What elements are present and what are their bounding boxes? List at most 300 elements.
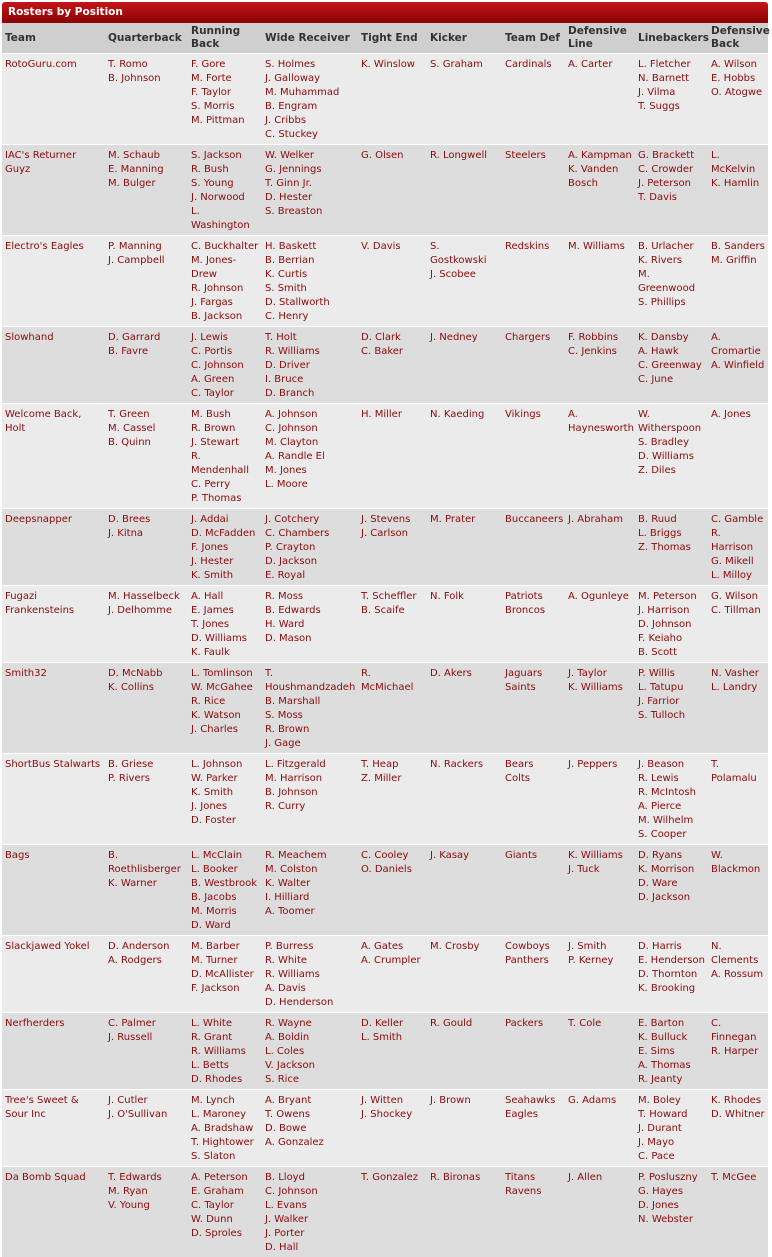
player-link[interactable]: C. Crowder	[638, 163, 705, 177]
player-link[interactable]: D. Rhodes	[191, 1073, 259, 1087]
player-link[interactable]: B. Edwards	[265, 604, 355, 618]
player-link[interactable]: R. Brown	[265, 723, 355, 737]
player-link[interactable]: L. Booker	[191, 863, 259, 877]
player-link[interactable]: C. Stuckey	[265, 128, 355, 142]
player-link[interactable]: C. Henry	[265, 310, 355, 324]
player-link[interactable]: L. Milloy	[711, 569, 765, 583]
player-link[interactable]: S. Graham	[430, 58, 499, 72]
player-link[interactable]: A. Toomer	[265, 905, 355, 919]
player-link[interactable]: C. Chambers	[265, 527, 355, 541]
player-link[interactable]: D. McAllister	[191, 968, 259, 982]
player-link[interactable]: D. Jackson	[638, 891, 705, 905]
player-link[interactable]: J. Beason	[638, 758, 705, 772]
player-link[interactable]: L. Johnson	[191, 758, 259, 772]
player-link[interactable]: Panthers	[505, 954, 562, 968]
player-link[interactable]: C. Portis	[191, 345, 259, 359]
player-link[interactable]: B. Griese	[108, 758, 185, 772]
player-link[interactable]: P. Willis	[638, 667, 705, 681]
player-link[interactable]: Titans	[505, 1171, 562, 1185]
player-link[interactable]: M. Harrison	[265, 772, 355, 786]
player-link[interactable]: A. Boldin	[265, 1031, 355, 1045]
player-link[interactable]: J. Stewart	[191, 436, 259, 450]
player-link[interactable]: K. Winslow	[361, 58, 424, 72]
player-link[interactable]: S. Cooper	[638, 828, 705, 842]
player-link[interactable]: H. Baskett	[265, 240, 355, 254]
player-link[interactable]: J. Addai	[191, 513, 259, 527]
player-link[interactable]: D. Thornton	[638, 968, 705, 982]
player-link[interactable]: O. Atogwe	[711, 86, 765, 100]
player-link[interactable]: J. Campbell	[108, 254, 185, 268]
player-link[interactable]: S. Gostkowski	[430, 240, 499, 268]
player-link[interactable]: L. Betts	[191, 1059, 259, 1073]
player-link[interactable]: L. Tomlinson	[191, 667, 259, 681]
player-link[interactable]: T. Ginn Jr.	[265, 177, 355, 191]
player-link[interactable]: R. Moss	[265, 590, 355, 604]
player-link[interactable]: J. Peterson	[638, 177, 705, 191]
player-link[interactable]: J. Witten	[361, 1094, 424, 1108]
player-link[interactable]: B. Scott	[638, 646, 705, 660]
player-link[interactable]: D. Henderson	[265, 996, 355, 1010]
team-name-link[interactable]: Welcome Back, Holt	[2, 404, 105, 509]
player-link[interactable]: T. Polamalu	[711, 758, 765, 786]
player-link[interactable]: R. Williams	[191, 1045, 259, 1059]
player-link[interactable]: D. Garrard	[108, 331, 185, 345]
player-link[interactable]: R. Jeanty	[638, 1073, 705, 1087]
player-link[interactable]: J. Galloway	[265, 72, 355, 86]
player-link[interactable]: D. Akers	[430, 667, 499, 681]
player-link[interactable]: C. Finnegan	[711, 1017, 765, 1045]
player-link[interactable]: D. Williams	[191, 632, 259, 646]
player-link[interactable]: C. Buckhalter	[191, 240, 259, 254]
player-link[interactable]: K. Vanden Bosch	[568, 163, 632, 191]
player-link[interactable]: M. Morris	[191, 905, 259, 919]
player-link[interactable]: A. Gonzalez	[265, 1136, 355, 1150]
player-link[interactable]: M. Colston	[265, 863, 355, 877]
player-link[interactable]: P. Posluszny	[638, 1171, 705, 1185]
player-link[interactable]: S. Holmes	[265, 58, 355, 72]
player-link[interactable]: D. McNabb	[108, 667, 185, 681]
player-link[interactable]: D. Branch	[265, 387, 355, 401]
player-link[interactable]: N. Webster	[638, 1213, 705, 1227]
player-link[interactable]: J. Brown	[430, 1094, 499, 1108]
player-link[interactable]: C. Tillman	[711, 604, 765, 618]
player-link[interactable]: E. James	[191, 604, 259, 618]
player-link[interactable]: Saints	[505, 681, 562, 695]
player-link[interactable]: J. Gage	[265, 737, 355, 751]
column-header[interactable]: Defensive Back	[708, 23, 768, 54]
player-link[interactable]: L. McClain	[191, 849, 259, 863]
player-link[interactable]: T. McGee	[711, 1171, 765, 1185]
player-link[interactable]: V. Jackson	[265, 1059, 355, 1073]
player-link[interactable]: M. Schaub	[108, 149, 185, 163]
player-link[interactable]: T. Howard	[638, 1108, 705, 1122]
player-link[interactable]: R. Grant	[191, 1031, 259, 1045]
player-link[interactable]: K. Hamlin	[711, 177, 765, 191]
player-link[interactable]: B. Scaife	[361, 604, 424, 618]
player-link[interactable]: R. Bush	[191, 163, 259, 177]
team-name-link[interactable]: Nerfherders	[2, 1013, 105, 1090]
player-link[interactable]: D. Johnson	[638, 618, 705, 632]
player-link[interactable]: J. Cotchery	[265, 513, 355, 527]
player-link[interactable]: G. Brackett	[638, 149, 705, 163]
player-link[interactable]: S. Smith	[265, 282, 355, 296]
player-link[interactable]: K. Smith	[191, 569, 259, 583]
player-link[interactable]: T. Davis	[638, 191, 705, 205]
player-link[interactable]: D. Keller	[361, 1017, 424, 1031]
player-link[interactable]: J. Mayo	[638, 1136, 705, 1150]
player-link[interactable]: D. Anderson	[108, 940, 185, 954]
player-link[interactable]: B. Jacobs	[191, 891, 259, 905]
team-name-link[interactable]: Slowhand	[2, 327, 105, 404]
player-link[interactable]: J. Tuck	[568, 863, 632, 877]
team-name-link[interactable]: Tree's Sweet & Sour Inc	[2, 1090, 105, 1167]
player-link[interactable]: M. Jones	[265, 464, 355, 478]
player-link[interactable]: G. Mikell	[711, 555, 765, 569]
player-link[interactable]: Giants	[505, 849, 562, 863]
player-link[interactable]: Steelers	[505, 149, 562, 163]
player-link[interactable]: J. Hester	[191, 555, 259, 569]
player-link[interactable]: S. Phillips	[638, 296, 705, 310]
player-link[interactable]: M. Lynch	[191, 1094, 259, 1108]
player-link[interactable]: Vikings	[505, 408, 562, 422]
player-link[interactable]: L. Evans	[265, 1199, 355, 1213]
player-link[interactable]: P. Rivers	[108, 772, 185, 786]
player-link[interactable]: B. Urlacher	[638, 240, 705, 254]
player-link[interactable]: A. Carter	[568, 58, 632, 72]
player-link[interactable]: R. McIntosh	[638, 786, 705, 800]
player-link[interactable]: J. Vilma	[638, 86, 705, 100]
player-link[interactable]: C. Baker	[361, 345, 424, 359]
player-link[interactable]: T. Gonzalez	[361, 1171, 424, 1185]
player-link[interactable]: D. Harris	[638, 940, 705, 954]
player-link[interactable]: E. Manning	[108, 163, 185, 177]
team-name-link[interactable]: ShortBus Stalwarts	[2, 754, 105, 845]
player-link[interactable]: N. Folk	[430, 590, 499, 604]
player-link[interactable]: L. Fletcher	[638, 58, 705, 72]
player-link[interactable]: D. Mason	[265, 632, 355, 646]
player-link[interactable]: R. Mendenhall	[191, 450, 259, 478]
player-link[interactable]: D. Whitner	[711, 1108, 765, 1122]
player-link[interactable]: B. Favre	[108, 345, 185, 359]
player-link[interactable]: B. Roethlisberger	[108, 849, 185, 877]
player-link[interactable]: Broncos	[505, 604, 562, 618]
player-link[interactable]: C. Taylor	[191, 1199, 259, 1213]
player-link[interactable]: D. Ward	[191, 919, 259, 933]
player-link[interactable]: K. Walter	[265, 877, 355, 891]
player-link[interactable]: W. Blackmon	[711, 849, 765, 877]
player-link[interactable]: J. Fargas	[191, 296, 259, 310]
column-header[interactable]: Quarterback	[105, 23, 188, 54]
player-link[interactable]: B. Quinn	[108, 436, 185, 450]
player-link[interactable]: M. Muhammad	[265, 86, 355, 100]
player-link[interactable]: H. Ward	[265, 618, 355, 632]
player-link[interactable]: S. Bradley	[638, 436, 705, 450]
player-link[interactable]: F. Keiaho	[638, 632, 705, 646]
player-link[interactable]: A. Cromartie	[711, 331, 765, 359]
team-name-link[interactable]: Bags	[2, 845, 105, 936]
player-link[interactable]: M. Boley	[638, 1094, 705, 1108]
player-link[interactable]: B. Johnson	[108, 72, 185, 86]
player-link[interactable]: K. Williams	[568, 681, 632, 695]
player-link[interactable]: K. Smith	[191, 786, 259, 800]
player-link[interactable]: M. Cassel	[108, 422, 185, 436]
player-link[interactable]: J. Jones	[191, 800, 259, 814]
player-link[interactable]: A. Kampman	[568, 149, 632, 163]
player-link[interactable]: A. Bryant	[265, 1094, 355, 1108]
player-link[interactable]: S. Rice	[265, 1073, 355, 1087]
player-link[interactable]: M. Ryan	[108, 1185, 185, 1199]
player-link[interactable]: J. Taylor	[568, 667, 632, 681]
player-link[interactable]: D. Hall	[265, 1241, 355, 1255]
player-link[interactable]: C. Perry	[191, 478, 259, 492]
player-link[interactable]: A. Winfield	[711, 359, 765, 373]
player-link[interactable]: C. Palmer	[108, 1017, 185, 1031]
player-link[interactable]: M. Crosby	[430, 940, 499, 954]
player-link[interactable]: S. Moss	[265, 709, 355, 723]
player-link[interactable]: K. Dansby	[638, 331, 705, 345]
player-link[interactable]: D. Clark	[361, 331, 424, 345]
player-link[interactable]: P. Kerney	[568, 954, 632, 968]
player-link[interactable]: C. Johnson	[265, 1185, 355, 1199]
player-link[interactable]: Z. Diles	[638, 464, 705, 478]
player-link[interactable]: B. Jackson	[191, 310, 259, 324]
player-link[interactable]: R. Rice	[191, 695, 259, 709]
player-link[interactable]: B. Westbrook	[191, 877, 259, 891]
player-link[interactable]: R. Gould	[430, 1017, 499, 1031]
player-link[interactable]: A. Bradshaw	[191, 1122, 259, 1136]
player-link[interactable]: J. Scobee	[430, 268, 499, 282]
player-link[interactable]: R. McMichael	[361, 667, 424, 695]
player-link[interactable]: G. Hayes	[638, 1185, 705, 1199]
player-link[interactable]: L. Smith	[361, 1031, 424, 1045]
player-link[interactable]: A. Rossum	[711, 968, 765, 982]
player-link[interactable]: J. Charles	[191, 723, 259, 737]
player-link[interactable]: T. Heap	[361, 758, 424, 772]
player-link[interactable]: R. Wayne	[265, 1017, 355, 1031]
player-link[interactable]: F. Gore	[191, 58, 259, 72]
player-link[interactable]: A. Davis	[265, 982, 355, 996]
player-link[interactable]: J. Russell	[108, 1031, 185, 1045]
player-link[interactable]: J. Harrison	[638, 604, 705, 618]
player-link[interactable]: C. Johnson	[191, 359, 259, 373]
player-link[interactable]: Colts	[505, 772, 562, 786]
column-header[interactable]: Kicker	[427, 23, 502, 54]
player-link[interactable]: K. Curtis	[265, 268, 355, 282]
player-link[interactable]: A. Green	[191, 373, 259, 387]
player-link[interactable]: N. Kaeding	[430, 408, 499, 422]
player-link[interactable]: Ravens	[505, 1185, 562, 1199]
player-link[interactable]: R. Williams	[265, 345, 355, 359]
player-link[interactable]: E. Sims	[638, 1045, 705, 1059]
player-link[interactable]: R. Harrison	[711, 527, 765, 555]
player-link[interactable]: Chargers	[505, 331, 562, 345]
player-link[interactable]: J. Durant	[638, 1122, 705, 1136]
column-header[interactable]: Running Back	[188, 23, 262, 54]
player-link[interactable]: Seahawks	[505, 1094, 562, 1108]
player-link[interactable]: D. Ware	[638, 877, 705, 891]
player-link[interactable]: Patriots	[505, 590, 562, 604]
player-link[interactable]: B. Sanders	[711, 240, 765, 254]
player-link[interactable]: S. Breaston	[265, 205, 355, 219]
player-link[interactable]: M. Clayton	[265, 436, 355, 450]
player-link[interactable]: A. Crumpler	[361, 954, 424, 968]
player-link[interactable]: J. Walker	[265, 1213, 355, 1227]
player-link[interactable]: K. Faulk	[191, 646, 259, 660]
player-link[interactable]: L. Washington	[191, 205, 259, 233]
player-link[interactable]: J. Abraham	[568, 513, 632, 527]
player-link[interactable]: B. Lloyd	[265, 1171, 355, 1185]
team-name-link[interactable]: Slackjawed Yokel	[2, 936, 105, 1013]
player-link[interactable]: D. Bowe	[265, 1122, 355, 1136]
player-link[interactable]: M. Wilhelm	[638, 814, 705, 828]
player-link[interactable]: A. Randle El	[265, 450, 355, 464]
player-link[interactable]: G. Adams	[568, 1094, 632, 1108]
player-link[interactable]: R. White	[265, 954, 355, 968]
player-link[interactable]: D. Jones	[638, 1199, 705, 1213]
player-link[interactable]: T. Scheffler	[361, 590, 424, 604]
player-link[interactable]: S. Slaton	[191, 1150, 259, 1164]
player-link[interactable]: J. Peppers	[568, 758, 632, 772]
column-header[interactable]: Team	[2, 23, 105, 54]
player-link[interactable]: M. Peterson	[638, 590, 705, 604]
player-link[interactable]: K. Williams	[568, 849, 632, 863]
player-link[interactable]: O. Daniels	[361, 863, 424, 877]
player-link[interactable]: K. Collins	[108, 681, 185, 695]
player-link[interactable]: Z. Miller	[361, 772, 424, 786]
team-name-link[interactable]: Electro's Eagles	[2, 236, 105, 327]
player-link[interactable]: J. Norwood	[191, 191, 259, 205]
player-link[interactable]: A. Johnson	[265, 408, 355, 422]
player-link[interactable]: A. Wilson	[711, 58, 765, 72]
player-link[interactable]: J. Allen	[568, 1171, 632, 1185]
player-link[interactable]: T. Jones	[191, 618, 259, 632]
player-link[interactable]: L. Briggs	[638, 527, 705, 541]
player-link[interactable]: K. Rivers	[638, 254, 705, 268]
player-link[interactable]: B. Berrian	[265, 254, 355, 268]
team-name-link[interactable]: Da Bomb Squad	[2, 1167, 105, 1257]
player-link[interactable]: C. Greenway	[638, 359, 705, 373]
player-link[interactable]: P. Crayton	[265, 541, 355, 555]
player-link[interactable]: G. Wilson	[711, 590, 765, 604]
player-link[interactable]: A. Haynesworth	[568, 408, 632, 436]
player-link[interactable]: L. Landry	[711, 681, 765, 695]
player-link[interactable]: T. Holt	[265, 331, 355, 345]
player-link[interactable]: T. Suggs	[638, 100, 705, 114]
column-header[interactable]: Linebackers	[635, 23, 708, 54]
team-name-link[interactable]: IAC's Returner Guyz	[2, 145, 105, 236]
player-link[interactable]: J. Smith	[568, 940, 632, 954]
player-link[interactable]: K. Warner	[108, 877, 185, 891]
player-link[interactable]: T. Green	[108, 408, 185, 422]
player-link[interactable]: M. Williams	[568, 240, 632, 254]
player-link[interactable]: E. Hobbs	[711, 72, 765, 86]
player-link[interactable]: M. Greenwood	[638, 268, 705, 296]
player-link[interactable]: M. Griffin	[711, 254, 765, 268]
player-link[interactable]: J. Carlson	[361, 527, 424, 541]
player-link[interactable]: Z. Thomas	[638, 541, 705, 555]
player-link[interactable]: P. Manning	[108, 240, 185, 254]
player-link[interactable]: S. Jackson	[191, 149, 259, 163]
player-link[interactable]: V. Young	[108, 1199, 185, 1213]
player-link[interactable]: J. Shockey	[361, 1108, 424, 1122]
team-name-link[interactable]: Deepsnapper	[2, 509, 105, 586]
player-link[interactable]: W. Dunn	[191, 1213, 259, 1227]
player-link[interactable]: J. Stevens	[361, 513, 424, 527]
player-link[interactable]: J. Kitna	[108, 527, 185, 541]
player-link[interactable]: L. Maroney	[191, 1108, 259, 1122]
player-link[interactable]: K. Rhodes	[711, 1094, 765, 1108]
player-link[interactable]: D. Brees	[108, 513, 185, 527]
player-link[interactable]: M. Prater	[430, 513, 499, 527]
player-link[interactable]: M. Forte	[191, 72, 259, 86]
player-link[interactable]: M. Bulger	[108, 177, 185, 191]
player-link[interactable]: G. Jennings	[265, 163, 355, 177]
player-link[interactable]: A. Pierce	[638, 800, 705, 814]
player-link[interactable]: Buccaneers	[505, 513, 562, 527]
player-link[interactable]: F. Jones	[191, 541, 259, 555]
column-header[interactable]: Wide Receiver	[262, 23, 358, 54]
player-link[interactable]: G. Olsen	[361, 149, 424, 163]
player-link[interactable]: J. O'Sullivan	[108, 1108, 185, 1122]
player-link[interactable]: B. Marshall	[265, 695, 355, 709]
player-link[interactable]: L. Fitzgerald	[265, 758, 355, 772]
player-link[interactable]: M. Jones-Drew	[191, 254, 259, 282]
player-link[interactable]: W. Witherspoon	[638, 408, 705, 436]
player-link[interactable]: R. Bironas	[430, 1171, 499, 1185]
player-link[interactable]: A. Rodgers	[108, 954, 185, 968]
team-name-link[interactable]: Fugazi Frankensteins	[2, 586, 105, 663]
player-link[interactable]: Cowboys	[505, 940, 562, 954]
player-link[interactable]: F. Taylor	[191, 86, 259, 100]
player-link[interactable]: T. Cole	[568, 1017, 632, 1031]
player-link[interactable]: B. Johnson	[265, 786, 355, 800]
player-link[interactable]: Redskins	[505, 240, 562, 254]
player-link[interactable]: H. Miller	[361, 408, 424, 422]
player-link[interactable]: I. Bruce	[265, 373, 355, 387]
player-link[interactable]: R. Johnson	[191, 282, 259, 296]
team-name-link[interactable]: Smith32	[2, 663, 105, 754]
player-link[interactable]: J. Porter	[265, 1227, 355, 1241]
player-link[interactable]: A. Jones	[711, 408, 765, 422]
player-link[interactable]: M. Barber	[191, 940, 259, 954]
player-link[interactable]: R. Brown	[191, 422, 259, 436]
player-link[interactable]: R. Curry	[265, 800, 355, 814]
player-link[interactable]: R. Harper	[711, 1045, 765, 1059]
player-link[interactable]: D. Ryans	[638, 849, 705, 863]
player-link[interactable]: Eagles	[505, 1108, 562, 1122]
team-name-link[interactable]: RotoGuru.com	[2, 54, 105, 145]
player-link[interactable]: P. Burress	[265, 940, 355, 954]
player-link[interactable]: R. Longwell	[430, 149, 499, 163]
player-link[interactable]: L. Moore	[265, 478, 355, 492]
player-link[interactable]: C. June	[638, 373, 705, 387]
player-link[interactable]: K. Brooking	[638, 982, 705, 996]
player-link[interactable]: C. Cooley	[361, 849, 424, 863]
player-link[interactable]: N. Barnett	[638, 72, 705, 86]
player-link[interactable]: K. Watson	[191, 709, 259, 723]
player-link[interactable]: T. Owens	[265, 1108, 355, 1122]
player-link[interactable]: A. Hall	[191, 590, 259, 604]
player-link[interactable]: J. Lewis	[191, 331, 259, 345]
player-link[interactable]: J. Cribbs	[265, 114, 355, 128]
player-link[interactable]: S. Tulloch	[638, 709, 705, 723]
player-link[interactable]: Bears	[505, 758, 562, 772]
player-link[interactable]: T. Houshmandzadeh	[265, 667, 355, 695]
player-link[interactable]: L. McKelvin	[711, 149, 765, 177]
player-link[interactable]: Packers	[505, 1017, 562, 1031]
player-link[interactable]: L. White	[191, 1017, 259, 1031]
player-link[interactable]: J. Nedney	[430, 331, 499, 345]
